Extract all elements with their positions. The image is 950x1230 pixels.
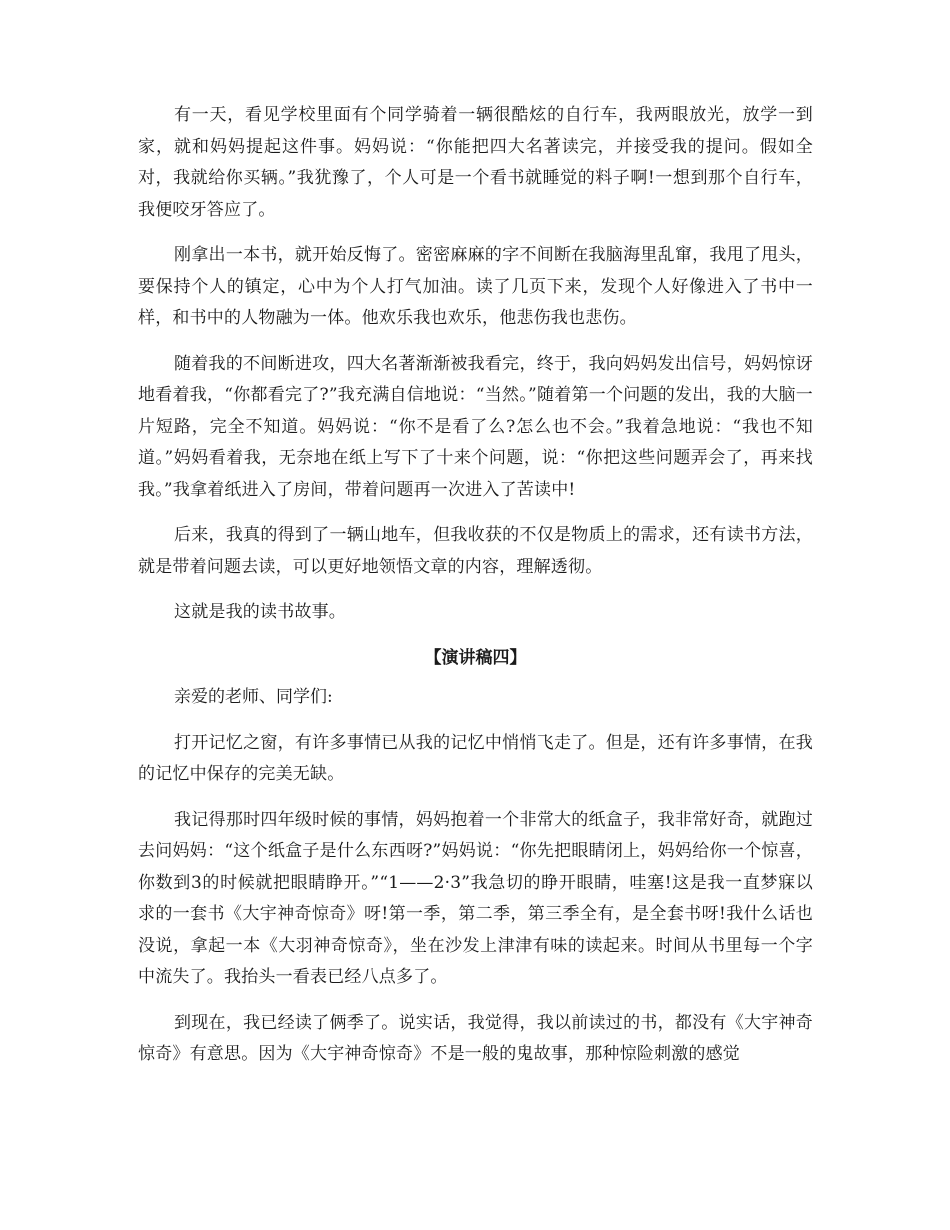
paragraph: 随着我的不间断进攻，四大名著渐渐被我看完，终于，我向妈妈发出信号，妈妈惊讶地看着我，“你都看完了?”我充满自信地说：“当然。”随着第一个问题的发出，我的大脑一片短路，完全不知道。妈妈说：“你不是看了么?怎么也不会。”我着急地说：“我也不知道。”妈妈看着我，无奈地在纸上写下了十来个问题，说：“你把这些问题弄会了，再来找我。”我拿着纸进入了房间，带着问题再一次进入了苦读中!	[138, 353, 813, 500]
paragraph: 到现在，我已经读了俩季了。说实话，我觉得，我以前读过的书，都没有《大宇神奇惊奇》有意思。因为《大宇神奇惊奇》不是一般的鬼故事，那种惊险刺激的感觉	[138, 1012, 813, 1064]
paragraph: 我记得那时四年级时候的事情，妈妈抱着一个非常大的纸盒子，我非常好奇，就跑过去问妈妈：“这个纸盒子是什么东西呀?”妈妈说：“你先把眼睛闭上，妈妈给你一个惊喜，你数到3的时候就把眼睛睁开。”“1——2·3”我急切的睁开眼睛，哇塞!这是我一直梦寐以求的一套书《大宇神奇惊奇》呀!第一季，第二季，第三季全有，是全套书呀!我什么话也没说，拿起一本《大羽神奇惊奇》，坐在沙发上津津有味的读起来。时间从书里每一个字中流失了。我抬头一看表已经八点多了。	[138, 809, 813, 987]
document-page	[138, 100, 813, 1085]
paragraph: 打开记忆之窗，有许多事情已从我的记忆中悄悄飞走了。但是，还有许多事情，在我的记忆中保存的完美无缺。	[138, 732, 813, 784]
paragraph: 这就是我的读书故事。	[174, 602, 346, 622]
paragraph: 后来，我真的得到了一辆山地车，但我收获的不仅是物质上的需求，还有读书方法，就是带着问题去读，可以更好地领悟文章的内容，理解透彻。	[138, 525, 813, 577]
salutation: 亲爱的老师、同学们:	[174, 687, 333, 707]
paragraph: 有一天，看见学校里面有个同学骑着一辆很酷炫的自行车，我两眼放光，放学一到家，就和妈妈提起这件事。妈妈说：“你能把四大名著读完，并接受我的提问。假如全对，我就给你买辆。”我犹豫了，个人可是一个看书就睡觉的料子啊!一想到那个自行车，我便咬牙答应了。	[138, 105, 813, 220]
section-heading: 【演讲稿四】	[424, 647, 527, 668]
paragraph: 刚拿出一本书，就开始反悔了。密密麻麻的字不间断在我脑海里乱窜，我甩了甩头，要保持个人的镇定，心中为个人打气加油。读了几页下来，发现个人好像进入了书中一样，和书中的人物融为一体。他欢乐我也欢乐，他悲伤我也悲伤。	[138, 245, 813, 328]
